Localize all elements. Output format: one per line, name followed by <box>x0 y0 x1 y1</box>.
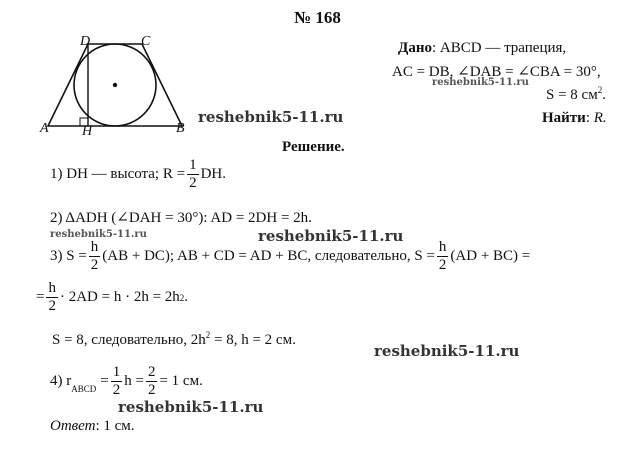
watermark: reshebnik5-11.ru <box>118 398 264 416</box>
frac-den: 2 <box>189 175 197 191</box>
step-4-text-c: h = <box>124 373 144 389</box>
fraction-one-half <box>111 365 123 398</box>
label-a: A <box>40 121 49 136</box>
frac-num: 2 <box>147 364 156 380</box>
label-c: C <box>141 34 151 49</box>
step-3-line-3-text: S = 8, следовательно, 2h <box>52 332 206 348</box>
given-area-sup: 2 <box>597 85 603 95</box>
fraction-h-over-2 <box>46 281 58 314</box>
step-3-line-2-end: . <box>184 289 189 305</box>
given-area-end: . <box>602 87 606 103</box>
step-3-line-3 <box>52 330 296 349</box>
fraction-two-over-two <box>146 365 158 398</box>
frac-num: h <box>48 280 56 296</box>
step-3-text-c: (AD + BC) = <box>450 248 531 264</box>
label-b: B <box>176 121 185 136</box>
answer-label: Ответ <box>50 418 96 434</box>
given-label: Дано <box>398 40 432 56</box>
step-3-line-3-end: = 8, h = 2 см. <box>210 332 296 348</box>
frac-num: h <box>438 239 447 255</box>
step-1-text-b: DH. <box>200 166 226 182</box>
watermark: reshebnik5-11.ru <box>50 229 147 240</box>
step-3-line-2-sup: 2 <box>179 292 185 303</box>
step-3-line-2 <box>36 281 188 314</box>
answer-line <box>50 418 135 435</box>
watermark: reshebnik5-11.ru <box>258 227 404 245</box>
find-value: R. <box>593 110 607 126</box>
frac-den: 2 <box>90 257 99 273</box>
step-4-text-d: = 1 см. <box>159 373 203 389</box>
label-h: H <box>82 124 93 139</box>
frac-den: 2 <box>112 382 121 398</box>
trapezoid-figure <box>30 28 200 138</box>
frac-den: 2 <box>438 257 447 273</box>
step-4 <box>50 365 203 398</box>
step-3-line-3-sup: 2 <box>205 330 211 340</box>
find-line: Найти: R. <box>542 110 607 126</box>
frac-num: 1 <box>189 157 197 173</box>
frac-den: 2 <box>147 382 156 398</box>
step-1-text-a: 1) DH — высота; R = <box>50 166 186 182</box>
given-area: S = 8 см <box>546 87 598 103</box>
step-4-sub: ABCD <box>71 384 97 394</box>
given-line-1: Дано: ABCD — трапеция, <box>398 40 567 56</box>
step-3-text-a: 3) S = <box>50 248 87 264</box>
answer-value: : 1 см. <box>95 418 135 434</box>
step-2: 2) ΔADH (∠DAH = 30°): AD = 2DH = 2h. <box>50 210 312 226</box>
frac-num: 1 <box>112 364 121 380</box>
step-3-line-2-text: · 2AD = h · 2h = 2h <box>59 289 180 305</box>
step-3-text-b: (AB + DC); AB + CD = AD + BC, следовательно, S = <box>102 248 435 264</box>
fraction-h-over-2 <box>437 240 449 273</box>
fraction-one-half <box>187 158 199 191</box>
given-line-3 <box>546 85 606 104</box>
solution-title: Решение. <box>282 139 345 155</box>
watermark: reshebnik5-11.ru <box>374 342 520 360</box>
problem-number: № 168 <box>294 8 341 27</box>
step-3-line-2-eq: = <box>36 289 45 305</box>
circle-center-dot <box>113 83 117 87</box>
given-line-2-text: AC = DB, ∠DAB = ∠CBA = 30°, <box>392 64 601 80</box>
fraction-h-over-2 <box>89 240 101 273</box>
step-1 <box>50 158 226 191</box>
step-4-text-b: = <box>100 373 109 389</box>
given-line-1-text: ABCD — трапеция, <box>439 40 567 56</box>
label-d: D <box>80 34 91 49</box>
frac-num: h <box>90 239 99 255</box>
watermark: reshebnik5-11.ru <box>432 77 529 88</box>
find-label: Найти <box>542 110 586 126</box>
step-4-text-a: 4) r <box>50 373 72 389</box>
watermark: reshebnik5-11.ru <box>198 108 344 126</box>
frac-den: 2 <box>48 298 56 314</box>
